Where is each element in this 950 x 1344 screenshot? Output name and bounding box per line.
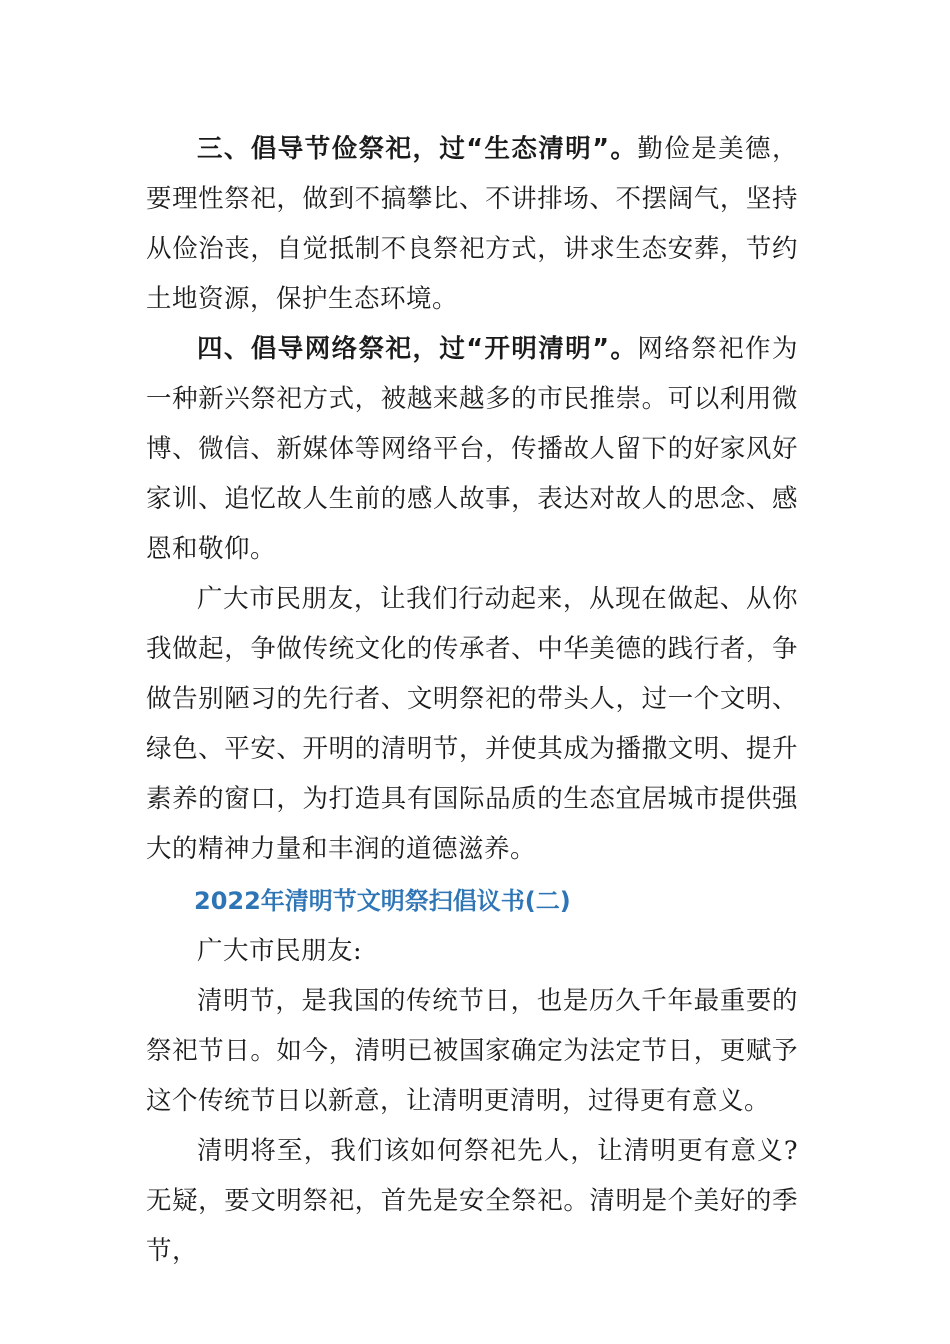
paragraph-lead-heading: 三、倡导节俭祭祀，过“生态清明”。 xyxy=(197,134,638,164)
paragraph-closing-call: 广大市民朋友，让我们行动起来，从现在做起、从你我做起，争做传统文化的传承者、中华美德的践行者，争做告别陋习的先行者、文明祭祀的带头人，过一个文明、绿色、平安、开明的清明节，并使其成为播撒文明、提升素养的窗口，为打造具有国际品质的生态宜居城市提供强大的精神力量和丰润的道德滋养。 xyxy=(146,584,798,864)
paragraph-qingming-intro: 清明节，是我国的传统节日，也是历久千年最重要的祭祀节日。如今，清明已被国家确定为法定节日，更赋予这个传统节日以新意，让清明更清明，过得更有意义。 xyxy=(146,986,798,1116)
paragraph-online-sacrifice xyxy=(146,324,798,574)
section-title: 2022年清明节文明祭扫倡议书(二) xyxy=(194,887,571,915)
document-page xyxy=(146,124,798,1276)
paragraph-safe-sacrifice: 清明将至，我们该如何祭祀先人，让清明更有意义?无疑，要文明祭祀，首先是安全祭祀。清明是个美好的季节， xyxy=(146,1136,798,1266)
salutation: 广大市民朋友: xyxy=(197,936,363,966)
paragraph-body-text: 网络祭祀作为一种新兴祭祀方式，被越来越多的市民推崇。可以利用微博、微信、新媒体等网络平台，传播故人留下的好家风好家训、追忆故人生前的感人故事，表达对故人的思念、感恩和敬仰。 xyxy=(146,334,798,564)
paragraph-body-text: 勤俭是美德，要理性祭祀，做到不搞攀比、不讲排场、不摆阔气，坚持从俭治丧，自觉抵制不良祭祀方式，讲求生态安葬，节约土地资源，保护生态环境。 xyxy=(146,134,798,314)
paragraph-lead-heading: 四、倡导网络祭祀，过“开明清明”。 xyxy=(197,334,638,364)
paragraph-frugal-sacrifice xyxy=(146,124,798,324)
